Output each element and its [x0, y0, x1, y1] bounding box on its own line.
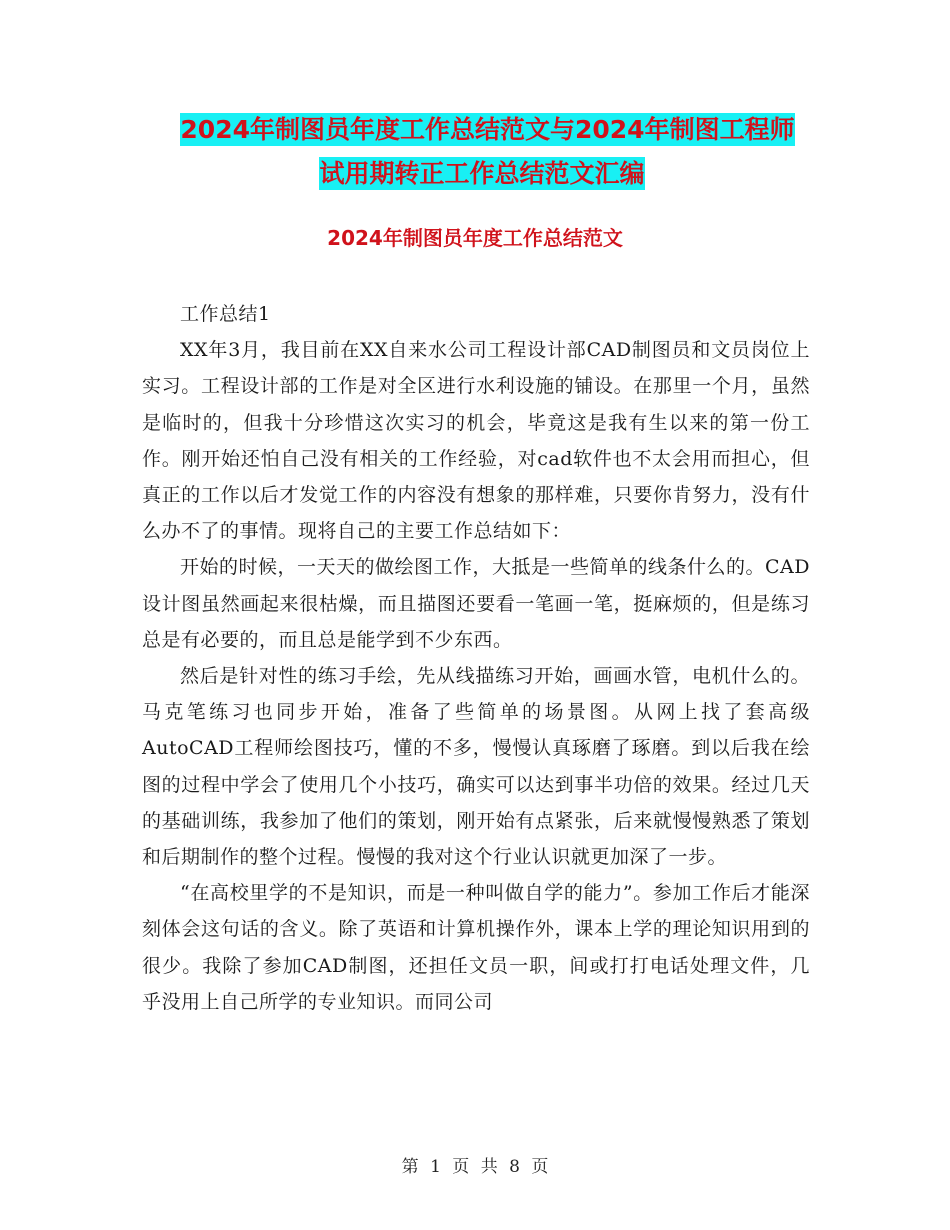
document-title-line-1	[0, 110, 950, 150]
title-highlight: 2024年制图员年度工作总结范文与2024年制图工程师	[180, 115, 795, 144]
paragraph: 然后是针对性的练习手绘，先从线描练习开始，画画水管，电机什么的。马克笔练习也同步开始，准备了些简单的场景图。从网上找了套高级AutoCAD工程师绘图技巧，懂的不多，慢慢认真琢磨了琢磨。到以后我在绘图的过程中学会了使用几个小技巧，确实可以达到事半功倍的效果。经过几天的基础训练，我参加了他们的策划，刚开始有点紧张，后来就慢慢熟悉了策划和后期制作的整个过程。慢慢的我对这个行业认识就更加深了一步。	[142, 665, 810, 869]
paragraph: 开始的时候，一天天的做绘图工作，大抵是一些简单的线条什么的。CAD设计图虽然画起来很枯燥，而且描图还要看一笔画一笔，挺麻烦的，但是练习总是有必要的，而且总是能学到不少东西。	[142, 556, 810, 651]
section-heading: 2024年制图员年度工作总结范文	[327, 226, 623, 250]
paragraph: XX年3月，我目前在XX自来水公司工程设计部CAD制图员和文员岗位上实习。工程设计部的工作是对全区进行水利设施的铺设。在那里一个月，虽然是临时的，但我十分珍惜这次实习的机会，毕竟这是我有生以来的第一份工作。刚开始还怕自己没有相关的工作经验，对cad软件也不太会用而担心，但真正的工作以后才发觉工作的内容没有想象的那样难，只要你肯努力，没有什么办不了的事情。现将自己的主要工作总结如下：	[142, 339, 810, 543]
title-highlight: 试用期转正工作总结范文汇编	[319, 159, 645, 188]
body-text	[142, 296, 810, 1020]
paragraph: “在高校里学的不是知识，而是一种叫做自学的能力”。参加工作后才能深刻体会这句话的含义。除了英语和计算机操作外，课本上学的理论知识用到的很少。我除了参加CAD制图，还担任文员一职，间或打打电话处理文件，几乎没用上自己所学的专业知识。而同公司	[142, 882, 810, 1013]
sub-label: 工作总结1	[180, 303, 271, 325]
page-number-footer: 第 1 页 共 8 页	[401, 1157, 549, 1177]
document-title-line-2	[0, 154, 950, 194]
